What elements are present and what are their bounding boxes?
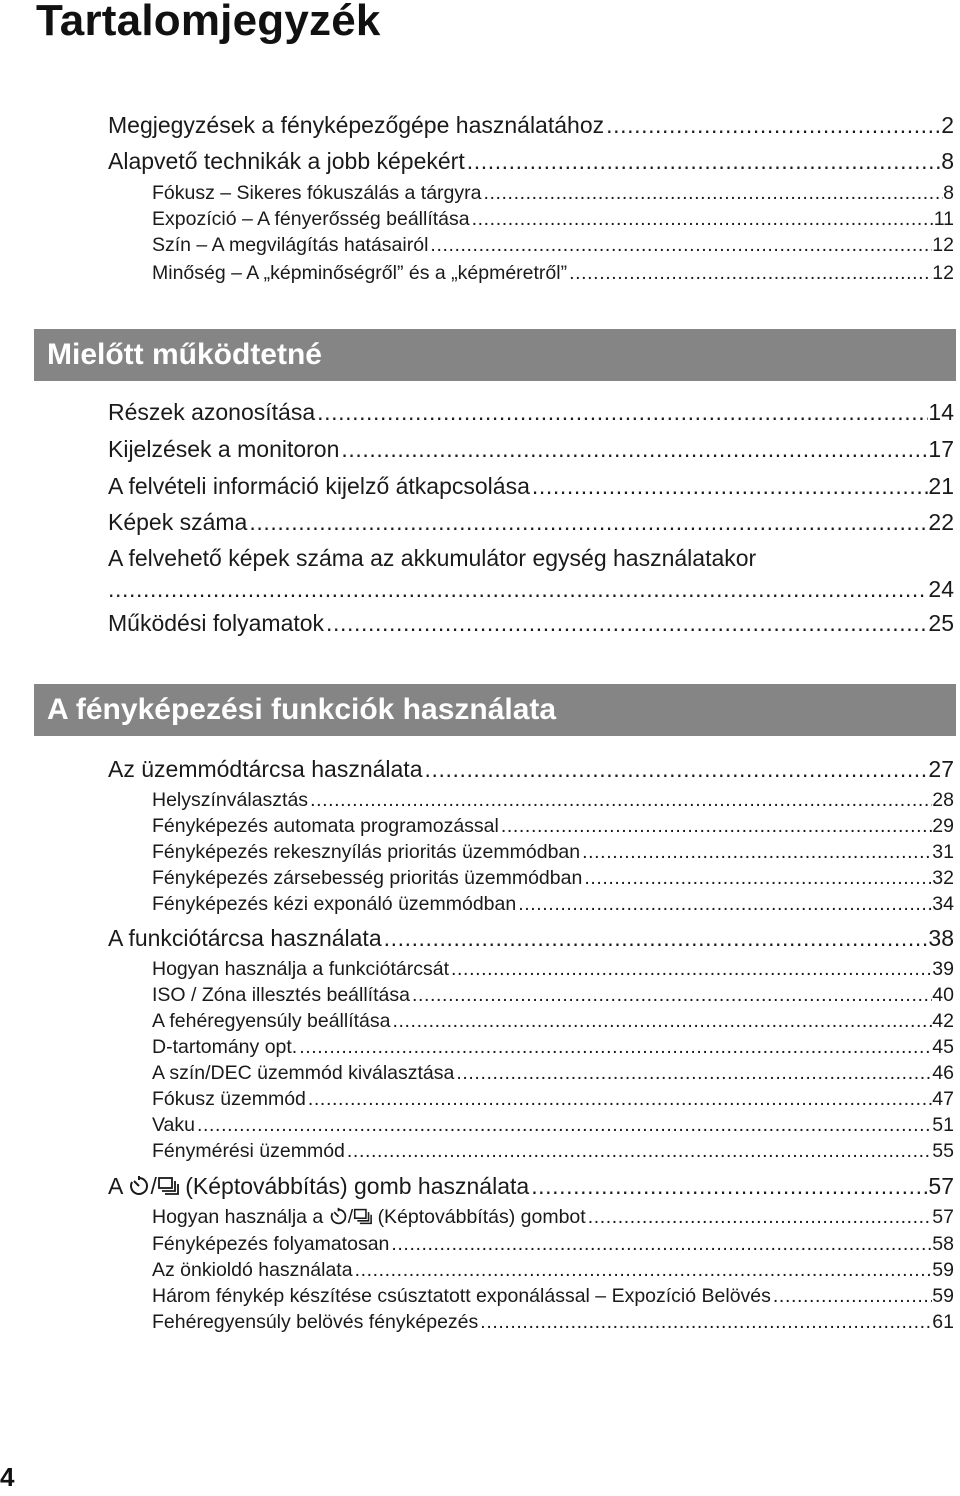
toc-entry-page: 61 xyxy=(932,1311,954,1333)
toc-entry-text: Kijelzések a monitoron xyxy=(108,436,340,462)
dot-leader xyxy=(306,1088,932,1111)
toc-entry-page: 29 xyxy=(932,815,954,837)
toc-entry-text: Expozíció – A fényerősség beállítása xyxy=(152,208,470,230)
toc-entry-page: 57 xyxy=(932,1206,954,1228)
toc-entry-page: 14 xyxy=(928,399,954,425)
toc-entry-text: Az önkioldó használata xyxy=(152,1259,353,1281)
toc-entry-text: Hogyan használja a funkciótárcsát xyxy=(152,958,450,980)
dot-leader xyxy=(449,958,932,981)
dot-leader xyxy=(530,473,929,500)
toc-entry-text: Minőség – A „képminőségről” és a „képméretről” xyxy=(152,262,568,284)
toc-entry-continuation[interactable] xyxy=(108,576,954,603)
toc-entry[interactable] xyxy=(108,399,954,426)
dot-leader xyxy=(308,789,932,812)
toc-entry-page: 40 xyxy=(932,984,954,1006)
toc-entry-text: Alapvető technikák a jobb képekért xyxy=(108,148,465,174)
toc-subentry[interactable] xyxy=(152,984,954,1007)
dot-leader xyxy=(410,984,932,1007)
dot-leader xyxy=(586,1206,933,1229)
section-title: Mielőtt működtetné xyxy=(47,338,322,371)
toc-entry-page: 39 xyxy=(932,958,954,980)
dot-leader xyxy=(339,436,928,463)
dot-leader xyxy=(582,867,932,890)
dot-leader xyxy=(315,399,928,426)
toc-entry-page: 11 xyxy=(933,208,954,230)
section-header xyxy=(34,684,956,736)
dot-leader xyxy=(345,1140,932,1163)
dot-leader xyxy=(516,893,932,916)
page-number: 4 xyxy=(0,1462,15,1492)
drive-mode-icon xyxy=(157,1175,179,1197)
toc-entry-page: 59 xyxy=(932,1259,954,1281)
toc-entry-page: 32 xyxy=(932,867,954,889)
toc-entry-page: 55 xyxy=(932,1140,954,1162)
dot-leader xyxy=(297,1036,932,1059)
toc-entry-page: 45 xyxy=(932,1036,954,1058)
toc-subentry[interactable] xyxy=(152,958,954,981)
toc-entry-text: ISO / Zóna illesztés beállítása xyxy=(152,984,410,1006)
toc-subentry[interactable] xyxy=(152,1311,954,1334)
toc-entry-text: Fehéregyensúly belövés fényképezés xyxy=(152,1311,479,1333)
toc-subentry[interactable] xyxy=(152,1140,954,1163)
toc-entry-page: 31 xyxy=(932,841,954,863)
toc-subentry[interactable] xyxy=(152,841,954,864)
dot-leader xyxy=(478,1311,932,1334)
toc-entry-text xyxy=(108,1173,529,1200)
toc-entry-text: A szín/DEC üzemmód kiválasztása xyxy=(152,1062,455,1084)
drive-mode-icon xyxy=(353,1207,372,1226)
dot-leader xyxy=(382,925,929,952)
toc-entry-text: Képek száma xyxy=(108,509,248,535)
dot-leader xyxy=(353,1259,933,1282)
section-title: A fényképezési funkciók használata xyxy=(47,693,557,726)
toc-entry-text: A felvételi információ kijelző átkapcsolása xyxy=(108,473,530,499)
toc-entry-text: Három fénykép készítése csúsztatott exponálással – Expozíció Belövés xyxy=(152,1285,771,1307)
toc-subentry[interactable] xyxy=(152,234,954,257)
toc-entry-text: A funkciótárcsa használata xyxy=(108,925,382,951)
dot-leader xyxy=(324,610,928,637)
toc-subentry[interactable] xyxy=(152,867,954,890)
toc-entry-text: Az üzemmódtárcsa használata xyxy=(108,756,423,782)
dot-leader xyxy=(529,1173,928,1200)
toc-entry[interactable] xyxy=(108,925,954,952)
toc-entry-page: 12 xyxy=(932,262,954,284)
toc-entry[interactable] xyxy=(108,610,954,637)
toc-entry-text: Vaku xyxy=(152,1114,195,1136)
toc-entry-text: Fényképezés kézi exponáló üzemmódban xyxy=(152,893,517,915)
section-header xyxy=(34,329,956,381)
toc-entry-text: Fényképezés automata programozással xyxy=(152,815,499,837)
toc-subentry[interactable] xyxy=(152,1010,954,1033)
toc-subentry[interactable] xyxy=(152,208,954,231)
toc-entry-page: 58 xyxy=(932,1233,954,1255)
toc-subentry[interactable] xyxy=(152,1114,954,1137)
toc-entry-page: 8 xyxy=(941,148,954,174)
toc-subentry[interactable] xyxy=(152,1285,954,1308)
self-timer-icon xyxy=(329,1207,348,1226)
toc-entry[interactable] xyxy=(108,509,954,536)
toc-subentry[interactable] xyxy=(152,1233,954,1256)
toc-entry-page: 59 xyxy=(932,1285,954,1307)
toc-entry[interactable] xyxy=(108,436,954,463)
toc-entry-text: Működési folyamatok xyxy=(108,610,325,636)
toc-entry-text: A fehéregyensúly beállítása xyxy=(152,1010,391,1032)
toc-entry-text: Helyszínválasztás xyxy=(152,789,309,811)
toc-entry-page: 17 xyxy=(928,436,954,462)
dot-leader xyxy=(108,576,928,603)
toc-entry-text: Fókusz üzemmód xyxy=(152,1088,306,1110)
toc-entry-page: 47 xyxy=(932,1088,954,1110)
dot-leader xyxy=(470,208,934,231)
toc-entry-page: 34 xyxy=(932,893,954,915)
dot-leader xyxy=(391,1010,933,1033)
toc-entry-page: 8 xyxy=(943,182,954,204)
dot-leader xyxy=(454,1062,932,1085)
toc-entry[interactable] xyxy=(108,756,954,783)
toc-subentry[interactable] xyxy=(152,1062,954,1085)
toc-entry-text: Fényképezés rekesznyílás prioritás üzemmódban xyxy=(152,841,581,863)
page-title: Tartalomjegyzék xyxy=(36,0,381,45)
toc-entry-page: 28 xyxy=(932,789,954,811)
toc-entry-page: 27 xyxy=(928,756,954,782)
toc-entry[interactable] xyxy=(108,1173,954,1200)
toc-entry-text: Részek azonosítása xyxy=(108,399,316,425)
toc-entry-text-before: Hogyan használja a xyxy=(152,1206,324,1228)
dot-leader xyxy=(389,1233,932,1256)
toc-entry-page: 46 xyxy=(932,1062,954,1084)
dot-leader xyxy=(423,756,929,783)
toc-subentry[interactable] xyxy=(152,893,954,916)
toc-entry-page: 2 xyxy=(941,112,954,138)
toc-entry-page: 57 xyxy=(928,1173,954,1199)
toc-subentry[interactable] xyxy=(152,1036,954,1059)
toc-subentry[interactable] xyxy=(152,182,954,205)
toc-entry-page: 42 xyxy=(932,1010,954,1032)
toc-entry-text: Fókusz – Sikeres fókuszálás a tárgyra xyxy=(152,182,482,204)
toc-subentry[interactable] xyxy=(152,262,954,285)
toc-entry-text: D-tartomány opt. xyxy=(152,1036,298,1058)
toc-entry-page: 22 xyxy=(928,509,954,535)
toc-entry[interactable] xyxy=(108,112,954,139)
toc-entry-text-after: (Képtovábbítás) gombot xyxy=(377,1206,586,1228)
icon-separator: / xyxy=(150,1173,157,1199)
dot-leader xyxy=(247,509,928,536)
dot-leader xyxy=(604,112,941,139)
toc-entry-text: Fénymérési üzemmód xyxy=(152,1140,345,1162)
toc-entry[interactable] xyxy=(108,148,954,175)
toc-entry-text: Megjegyzések a fényképezőgépe használatához xyxy=(108,112,605,138)
dot-leader xyxy=(580,841,932,864)
toc-entry-page: 21 xyxy=(928,473,954,499)
toc-subentry[interactable] xyxy=(152,1206,954,1229)
toc-entry-page: 12 xyxy=(932,234,954,256)
toc-entry-text: Szín – A megvilágítás hatásairól xyxy=(152,234,429,256)
toc-entry-page: 51 xyxy=(932,1114,954,1136)
toc-entry-page: 24 xyxy=(928,576,954,602)
toc-entry-text-after: (Képtovábbítás) gomb használata xyxy=(185,1173,530,1199)
dot-leader xyxy=(465,148,941,175)
toc-entry-text: Fényképezés folyamatosan xyxy=(152,1233,390,1255)
toc-subentry[interactable] xyxy=(152,815,954,838)
dot-leader xyxy=(428,234,932,257)
dot-leader xyxy=(567,262,932,285)
dot-leader xyxy=(481,182,943,205)
dot-leader xyxy=(771,1285,932,1308)
toc-subentry[interactable] xyxy=(152,1259,954,1282)
toc-entry-text-line[interactable]: A felvehető képek száma az akkumulátor egység használatakor xyxy=(108,545,757,571)
toc-entry-text xyxy=(152,1206,586,1229)
toc-entry-text: Fényképezés zársebesség prioritás üzemmódban xyxy=(152,867,583,889)
toc-subentry[interactable] xyxy=(152,1088,954,1111)
toc-entry[interactable] xyxy=(108,473,954,500)
dot-leader xyxy=(195,1114,932,1137)
icon-separator: / xyxy=(347,1206,354,1228)
toc-entry-page: 38 xyxy=(928,925,954,951)
self-timer-icon xyxy=(128,1175,150,1197)
toc-subentry[interactable] xyxy=(152,789,954,812)
toc-entry-page: 25 xyxy=(928,610,954,636)
toc-entry-text-before: A xyxy=(108,1173,123,1199)
dot-leader xyxy=(499,815,932,838)
